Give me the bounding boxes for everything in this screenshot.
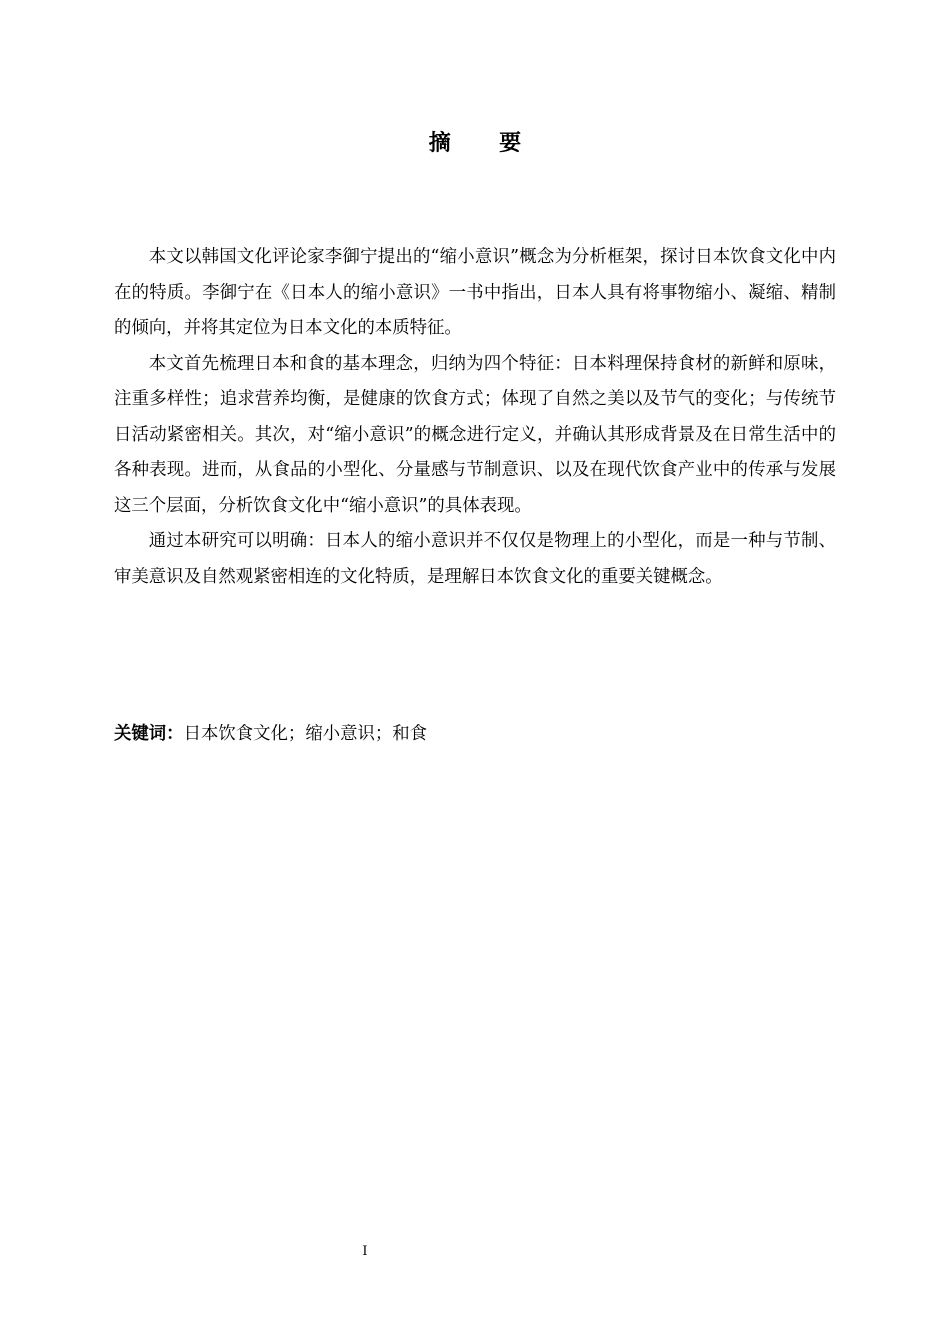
keywords-value: 日本饮食文化；缩小意识；和食	[183, 724, 428, 744]
abstract-paragraph-2: 本文首先梳理日本和食的基本理念，归纳为四个特征：日本料理保持食材的新鲜和原味，注重多样性；追求营养均衡，是健康的饮食方式；体现了自然之美以及节气的变化；与传统节日活动紧密相关。其次，对“缩小意识”的概念进行定义，并确认其形成背景及在日常生活中的各种表现。进而，从食品的小型化、分量感与节制意识、以及在现代饮食产业中的传承与发展这三个层面，分析饮食文化中“缩小意识”的具体表现。	[114, 353, 836, 516]
abstract-paragraph-1: 本文以韩国文化评论家李御宁提出的“缩小意识”概念为分析框架，探讨日本饮食文化中内在的特质。李御宁在《日本人的缩小意识》一书中指出，日本人具有将事物缩小、凝缩、精制的倾向，并将其定位为日本文化的本质特征。	[114, 247, 836, 338]
abstract-paragraph-3: 通过本研究可以明确：日本人的缩小意识并不仅仅是物理上的小型化，而是一种与节制、审美意识及自然观紧密相连的文化特质，是理解日本饮食文化的重要关键概念。	[114, 531, 836, 587]
keywords-label: 关键词：	[114, 724, 184, 744]
abstract-title: 摘 要	[428, 131, 535, 156]
keywords-line	[114, 720, 836, 748]
page-number: I	[362, 1244, 368, 1259]
abstract-body	[114, 240, 836, 595]
